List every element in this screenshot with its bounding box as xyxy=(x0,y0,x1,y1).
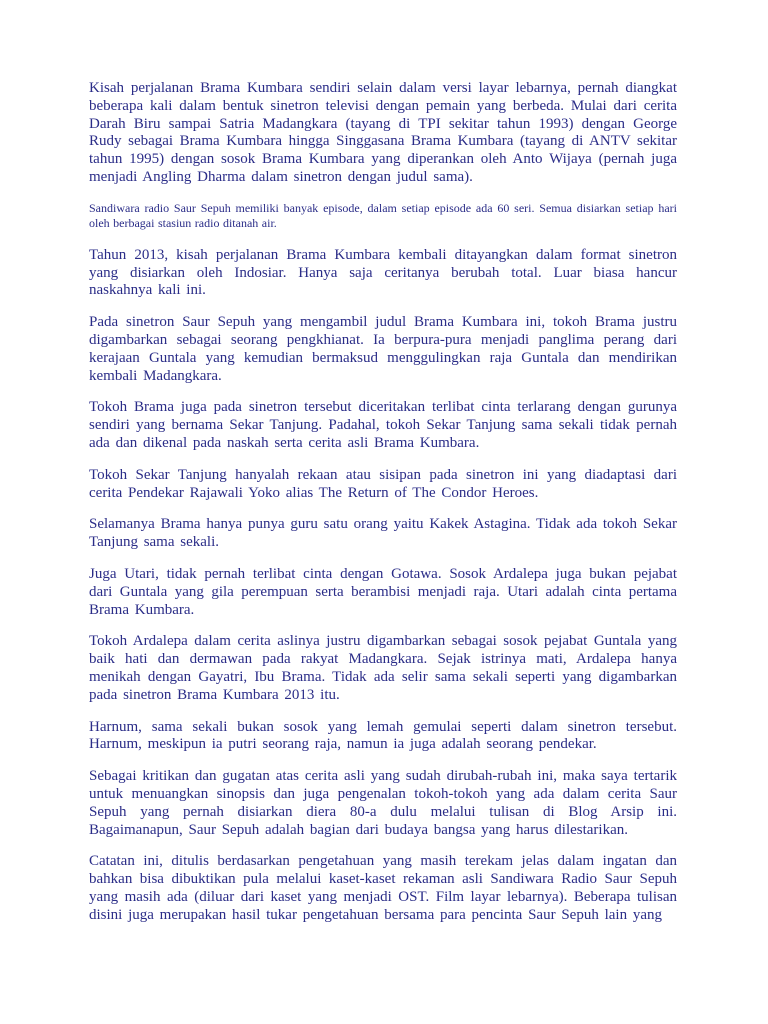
document-content xyxy=(89,80,677,938)
paragraph: Tokoh Brama juga pada sinetron tersebut diceritakan terlibat cinta terlarang dengan gurunya sendiri yang bernama Sekar Tanjung. Padahal, tokoh Sekar Tanjung sama sekali tidak pernah ada dan dikenal pada naskah serta cerita asli Brama Kumbara. xyxy=(89,399,677,451)
paragraph: Sebagai kritikan dan gugatan atas cerita asli yang sudah dirubah-rubah ini, maka saya tertarik untuk menuangkan sinopsis dan juga pengenalan tokoh-tokoh yang ada dalam cerita Saur Sepuh yang pernah disiarkan diera 80-a dulu melalui tulisan di Blog Arsip ini. Bagaimanapun, Saur Sepuh adalah bagian dari budaya bangsa yang harus dilestarikan. xyxy=(89,768,677,838)
paragraph: Kisah perjalanan Brama Kumbara sendiri selain dalam versi layar lebarnya, pernah diangkat beberapa kali dalam bentuk sinetron televisi dengan pemain yang berbeda. Mulai dari cerita Darah Biru sampai Satria Madangkara (tayang di TPI sekitar tahun 1993) dengan George Rudy sebagai Brama Kumbara hingga Singgasana Brama Kumbara (tayang di ANTV sekitar tahun 1995) dengan sosok Brama Kumbara yang diperankan oleh Anto Wijaya (pernah juga menjadi Angling Dharma dalam sinetron dengan judul sama). xyxy=(89,80,677,185)
paragraph-small-note: Sandiwara radio Saur Sepuh memiliki banyak episode, dalam setiap episode ada 60 seri. Semua disiarkan setiap hari oleh berbagai stasiun radio ditanah air. xyxy=(89,200,677,230)
paragraph: Tokoh Ardalepa dalam cerita aslinya justru digambarkan sebagai sosok pejabat Guntala yang baik hati dan dermawan pada rakyat Madangkara. Sejak istrinya mati, Ardalepa hanya menikah dengan Gayatri, Ibu Brama. Tidak ada selir sama sekali seperti yang digambarkan pada sinetron Brama Kumbara 2013 itu. xyxy=(89,633,677,703)
paragraph: Catatan ini, ditulis berdasarkan pengetahuan yang masih terekam jelas dalam ingatan dan bahkan bisa dibuktikan pula melalui kaset-kaset rekaman asli Sandiwara Radio Saur Sepuh yang masih ada (diluar dari kaset yang menjadi OST. Film layar lebarnya). Beberapa tulisan disini juga merupakan hasil tukar pengetahuan bersama para pencinta Saur Sepuh lain yang xyxy=(89,853,677,923)
paragraph: Tokoh Sekar Tanjung hanyalah rekaan atau sisipan pada sinetron ini yang diadaptasi dari cerita Pendekar Rajawali Yoko alias The Return of The Condor Heroes. xyxy=(89,466,677,501)
paragraph: Harnum, sama sekali bukan sosok yang lemah gemulai seperti dalam sinetron tersebut. Harnum, meskipun ia putri seorang raja, namun ia juga adalah seorang pendekar. xyxy=(89,718,677,753)
paragraph: Tahun 2013, kisah perjalanan Brama Kumbara kembali ditayangkan dalam format sinetron yang disiarkan oleh Indosiar. Hanya saja ceritanya berubah total. Luar biasa hancur naskahnya kali ini. xyxy=(89,246,677,299)
paragraph: Juga Utari, tidak pernah terlibat cinta dengan Gotawa. Sosok Ardalepa juga bukan pejabat dari Guntala yang gila perempuan serta berambisi menjadi raja. Utari adalah cinta pertama Brama Kumbara. xyxy=(89,565,677,618)
paragraph: Selamanya Brama hanya punya guru satu orang yaitu Kakek Astagina. Tidak ada tokoh Sekar Tanjung sama sekali. xyxy=(89,516,677,551)
paragraph: Pada sinetron Saur Sepuh yang mengambil judul Brama Kumbara ini, tokoh Brama justru digambarkan sebagai seorang pengkhianat. Ia berpura-pura menjadi panglima perang dari kerajaan Guntala yang kemudian bermaksud menggulingkan raja Guntala dan mendirikan kembali Madangkara. xyxy=(89,314,677,384)
